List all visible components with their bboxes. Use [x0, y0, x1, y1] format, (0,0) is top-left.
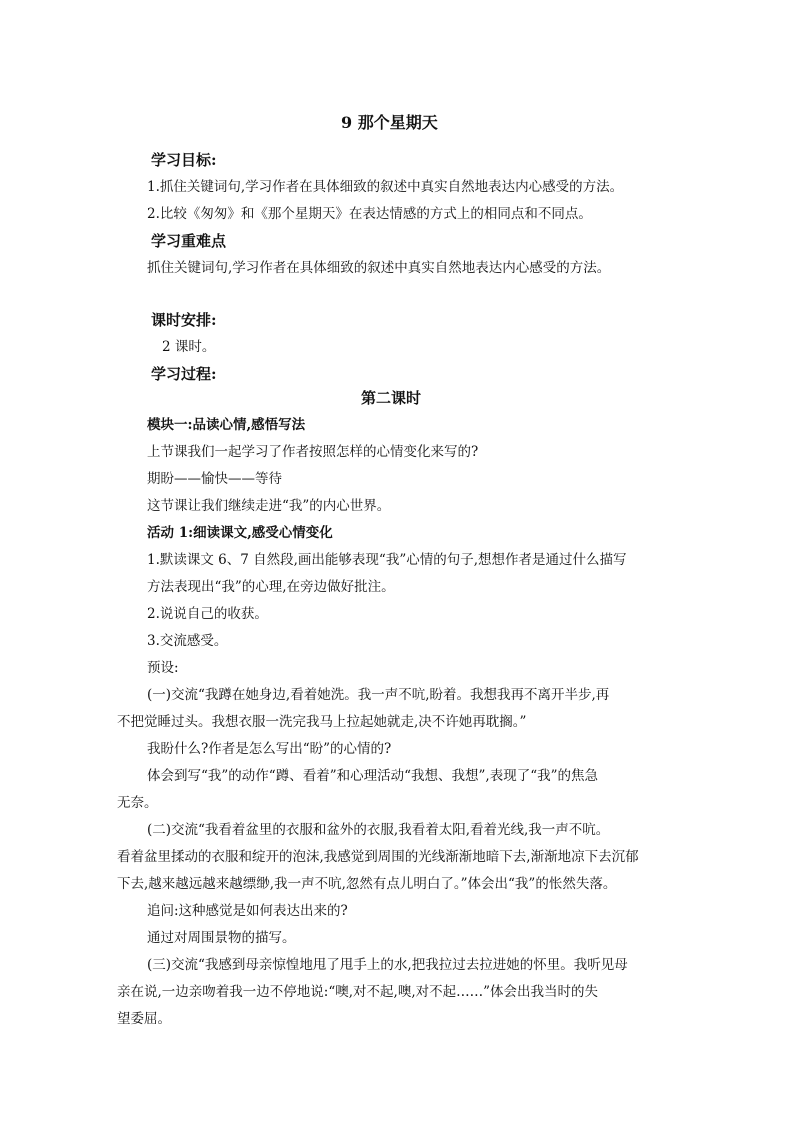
example-1-answer-line-1: 体会到写“我”的动作“蹲、看着”和心理活动“我想、我想”,表现了“我”的焦急 [147, 768, 599, 784]
step-1-line-2: 方法表现出“我”的心理,在旁边做好批注。 [147, 579, 395, 595]
schedule-heading: 课时安排: [151, 311, 217, 329]
example-1-line-1: (一)交流“我蹲在她身边,看着她洗。我一声不吭,盼着。我想我再不离开半步,再 [147, 687, 610, 703]
example-2-answer: 通过对周围景物的描写。 [147, 930, 296, 946]
process-heading: 学习过程: [151, 365, 217, 383]
lesson-title: 第二课时 [361, 389, 422, 407]
example-3-line-3: 望委屈。 [117, 1011, 171, 1027]
preset-label: 预设: [147, 660, 179, 676]
module-heading: 模块一:品读心情,感悟写法 [147, 417, 306, 433]
review-question: 上节课我们一起学习了作者按照怎样的心情变化来写的? [147, 444, 479, 460]
step-2: 2.说说自己的收获。 [147, 606, 268, 622]
focus-heading: 学习重难点 [151, 232, 227, 250]
document-title: 9 那个星期天 [341, 113, 438, 132]
example-1-question: 我盼什么?作者是怎么写出“盼”的心情的? [147, 741, 392, 757]
example-2-line-3: 下去,越来越远越来越缥缈,我一声不吭,忽然有点儿明白了。”体会出“我”的怅然失落。 [117, 876, 617, 892]
example-1-line-2: 不把觉睡过头。我想衣服一洗完我马上拉起她就走,决不许她再耽搁。” [117, 714, 527, 730]
activity-heading: 活动 1:细读课文,感受心情变化 [147, 525, 333, 541]
example-3-line-2: 亲在说,一边亲吻着我一边不停地说:“噢,对不起,噢,对不起……”体会出我当时的失 [117, 984, 599, 1000]
goal-item-2: 2.比较《匆匆》和《那个星期天》在表达情感的方式上的相同点和不同点。 [147, 206, 592, 222]
example-1-answer-line-2: 无奈。 [117, 795, 158, 811]
example-3-line-1: (三)交流“我感到母亲惊惶地甩了甩手上的水,把我拉过去拉进她的怀里。我听见母 [147, 957, 628, 973]
schedule-text: 2 课时。 [162, 339, 216, 355]
focus-text: 抓住关键词句,学习作者在具体细致的叙述中真实自然地表达内心感受的方法。 [147, 260, 611, 276]
intro-paragraph: 这节课让我们继续走进“我”的内心世界。 [147, 498, 391, 514]
step-3: 3.交流感受。 [147, 633, 228, 649]
example-2-line-2: 看着盆里揉动的衣服和绽开的泡沫,我感觉到周围的光线渐渐地暗下去,渐渐地凉下去沉郁 [117, 849, 639, 865]
step-1-line-1: 1.默读课文 6、7 自然段,画出能够表现“我”心情的句子,想想作者是通过什么描写 [147, 552, 627, 568]
goal-item-1: 1.抓住关键词句,学习作者在具体细致的叙述中真实自然地表达内心感受的方法。 [147, 179, 624, 195]
goals-heading: 学习目标: [151, 151, 217, 169]
example-2-question: 追问:这种感觉是如何表达出来的? [147, 903, 348, 919]
example-2-line-1: (二)交流“我看着盆里的衣服和盆外的衣服,我看着太阳,看着光线,我一声不吭。 [147, 822, 610, 838]
mood-sequence: 期盼——愉快——等待 [147, 471, 282, 487]
